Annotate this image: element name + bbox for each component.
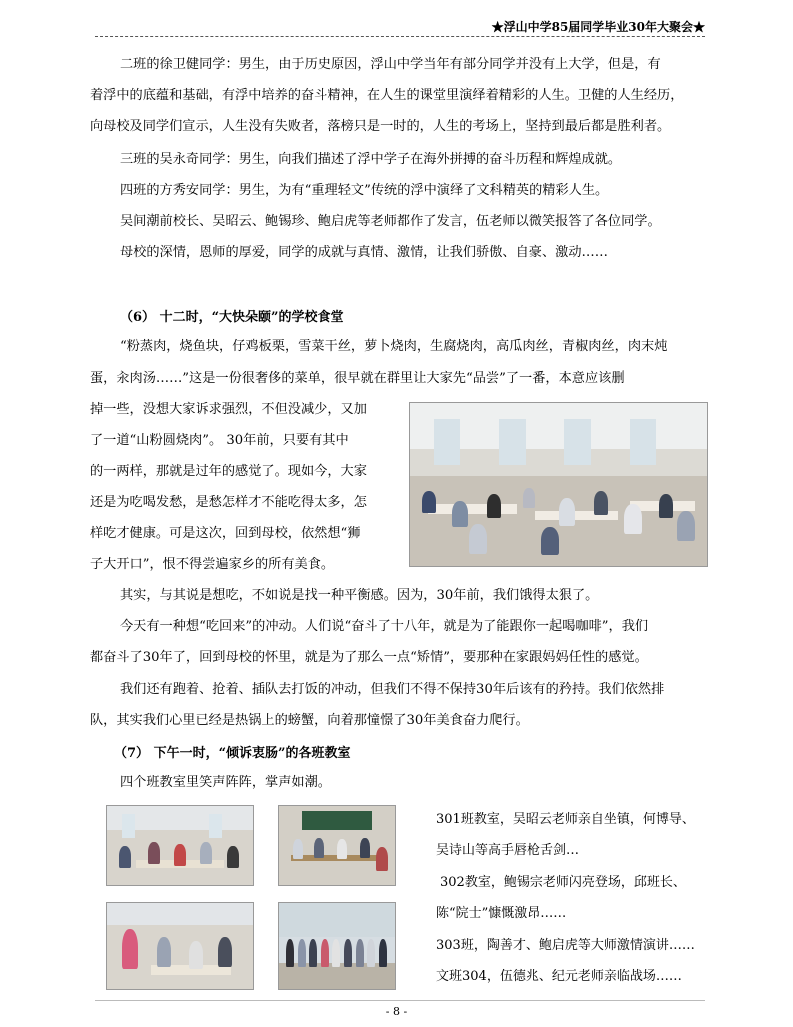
paragraph-line: 着浮中的底蕴和基础，有浮中培养的奋斗精神，在人生的课堂里演绎着精彩的人生。卫健的人生经历，: [90, 88, 684, 103]
paragraph-line: 四个班教室里笑声阵阵，掌声如潮。: [120, 775, 331, 790]
section-heading: （6） 十二时，“大快朵颐”的学校食堂: [120, 310, 344, 325]
photo-caption: 302教室，鲍锡宗老师闪亮登场，邱班长、: [440, 875, 686, 890]
paragraph-line: 还是为吃喝发愁，是愁怎样才不能吃得太多，怎: [90, 495, 367, 510]
paragraph-line: “粉蒸肉，烧鱼块，仔鸡板栗，雪菜干丝，萝卜烧肉，生腐烧肉，高瓜肉丝，青椒肉丝，肉末炖: [120, 339, 668, 354]
section-heading: （7） 下午一时，“倾诉衷肠”的各班教室: [114, 746, 351, 761]
header-divider: [95, 36, 705, 37]
photo-caption: 303班，陶善才、鲍启虎等大师激情演讲……: [436, 938, 695, 953]
page-number: - 8 -: [385, 1005, 408, 1018]
paragraph-line: 样吃才健康。可是这次，回到母校，依然想“狮: [90, 526, 361, 541]
classroom-photo-304: [278, 902, 396, 990]
paragraph-line: 的一两样，那就是过年的感觉了。现如今，大家: [90, 464, 367, 479]
paragraph-line: 母校的深情，恩师的厚爱，同学的成就与真情、激情，让我们骄傲、自豪、激动……: [120, 245, 608, 260]
paragraph-line: 四班的方秀安同学：男生，为有“重理轻文”传统的浮中演绎了文科精英的精彩人生。: [120, 183, 609, 198]
paragraph-line: 队，其实我们心里已经是热锅上的螃蟹，向着那憧憬了30年美食奋力爬行。: [90, 713, 529, 728]
photo-caption: 陈“院士”慷慨激昂……: [436, 906, 567, 921]
paragraph-line: 我们还有跑着、抢着、插队去打饭的冲动，但我们不得不保持30年后该有的矜持。我们依然排: [120, 682, 665, 697]
paragraph-line: 今天有一种想“吃回来”的冲动。人们说“奋斗了十八年，就是为了能跟你一起喝咖啡”，我们: [120, 619, 649, 634]
paragraph-line: 子大开口”，恨不得尝遍家乡的所有美食。: [90, 557, 335, 572]
paragraph-line: 向母校及同学们宣示，人生没有失败者，落榜只是一时的，人生的考场上，坚持到最后都是胜利者。: [90, 119, 671, 134]
paragraph-line: 其实，与其说是想吃，不如说是找一种平衡感。因为，30年前，我们饿得太狠了。: [120, 588, 599, 603]
paragraph-line: 三班的吴永奇同学：男生，向我们描述了浮中学子在海外拼搏的奋斗历程和辉煌成就。: [120, 152, 622, 167]
classroom-photo-303: [106, 902, 254, 990]
paragraph-line: 蛋，汆肉汤……”这是一份很奢侈的菜单，很早就在群里让大家先“品尝”了一番，本意应该删: [90, 371, 625, 386]
paragraph-line: 掉一些，没想大家诉求强烈，不但没减少，又加: [90, 402, 367, 417]
classroom-photo-301: [106, 805, 254, 886]
photo-caption: 吴诗山等高手唇枪舌剑…: [436, 843, 580, 858]
classroom-photo-302: [278, 805, 396, 886]
paragraph-line: 了一道“山粉圆烧肉”。 30年前，只要有其中: [90, 433, 349, 448]
header-title: ★浮山中学85届同学毕业30年大聚会★: [491, 20, 705, 34]
photo-caption: 301班教室，吴昭云老师亲自坐镇，何博导、: [436, 812, 695, 827]
paragraph-line: 吴间潮前校长、吴昭云、鲍锡珍、鲍启虎等老师都作了发言，伍老师以微笑报答了各位同学。: [120, 214, 661, 229]
paragraph-line: 都奋斗了30年了，回到母校的怀里，就是为了那么一点“矫情”，要那种在家跟妈妈任性的感觉。: [90, 650, 648, 665]
canteen-photo: [409, 402, 708, 567]
footer-divider: [95, 1000, 705, 1001]
photo-caption: 文班304，伍德兆、纪元老师亲临战场……: [436, 969, 682, 984]
paragraph-line: 二班的徐卫健同学：男生，由于历史原因，浮山中学当年有部分同学并没有上大学，但是，有: [120, 57, 661, 72]
